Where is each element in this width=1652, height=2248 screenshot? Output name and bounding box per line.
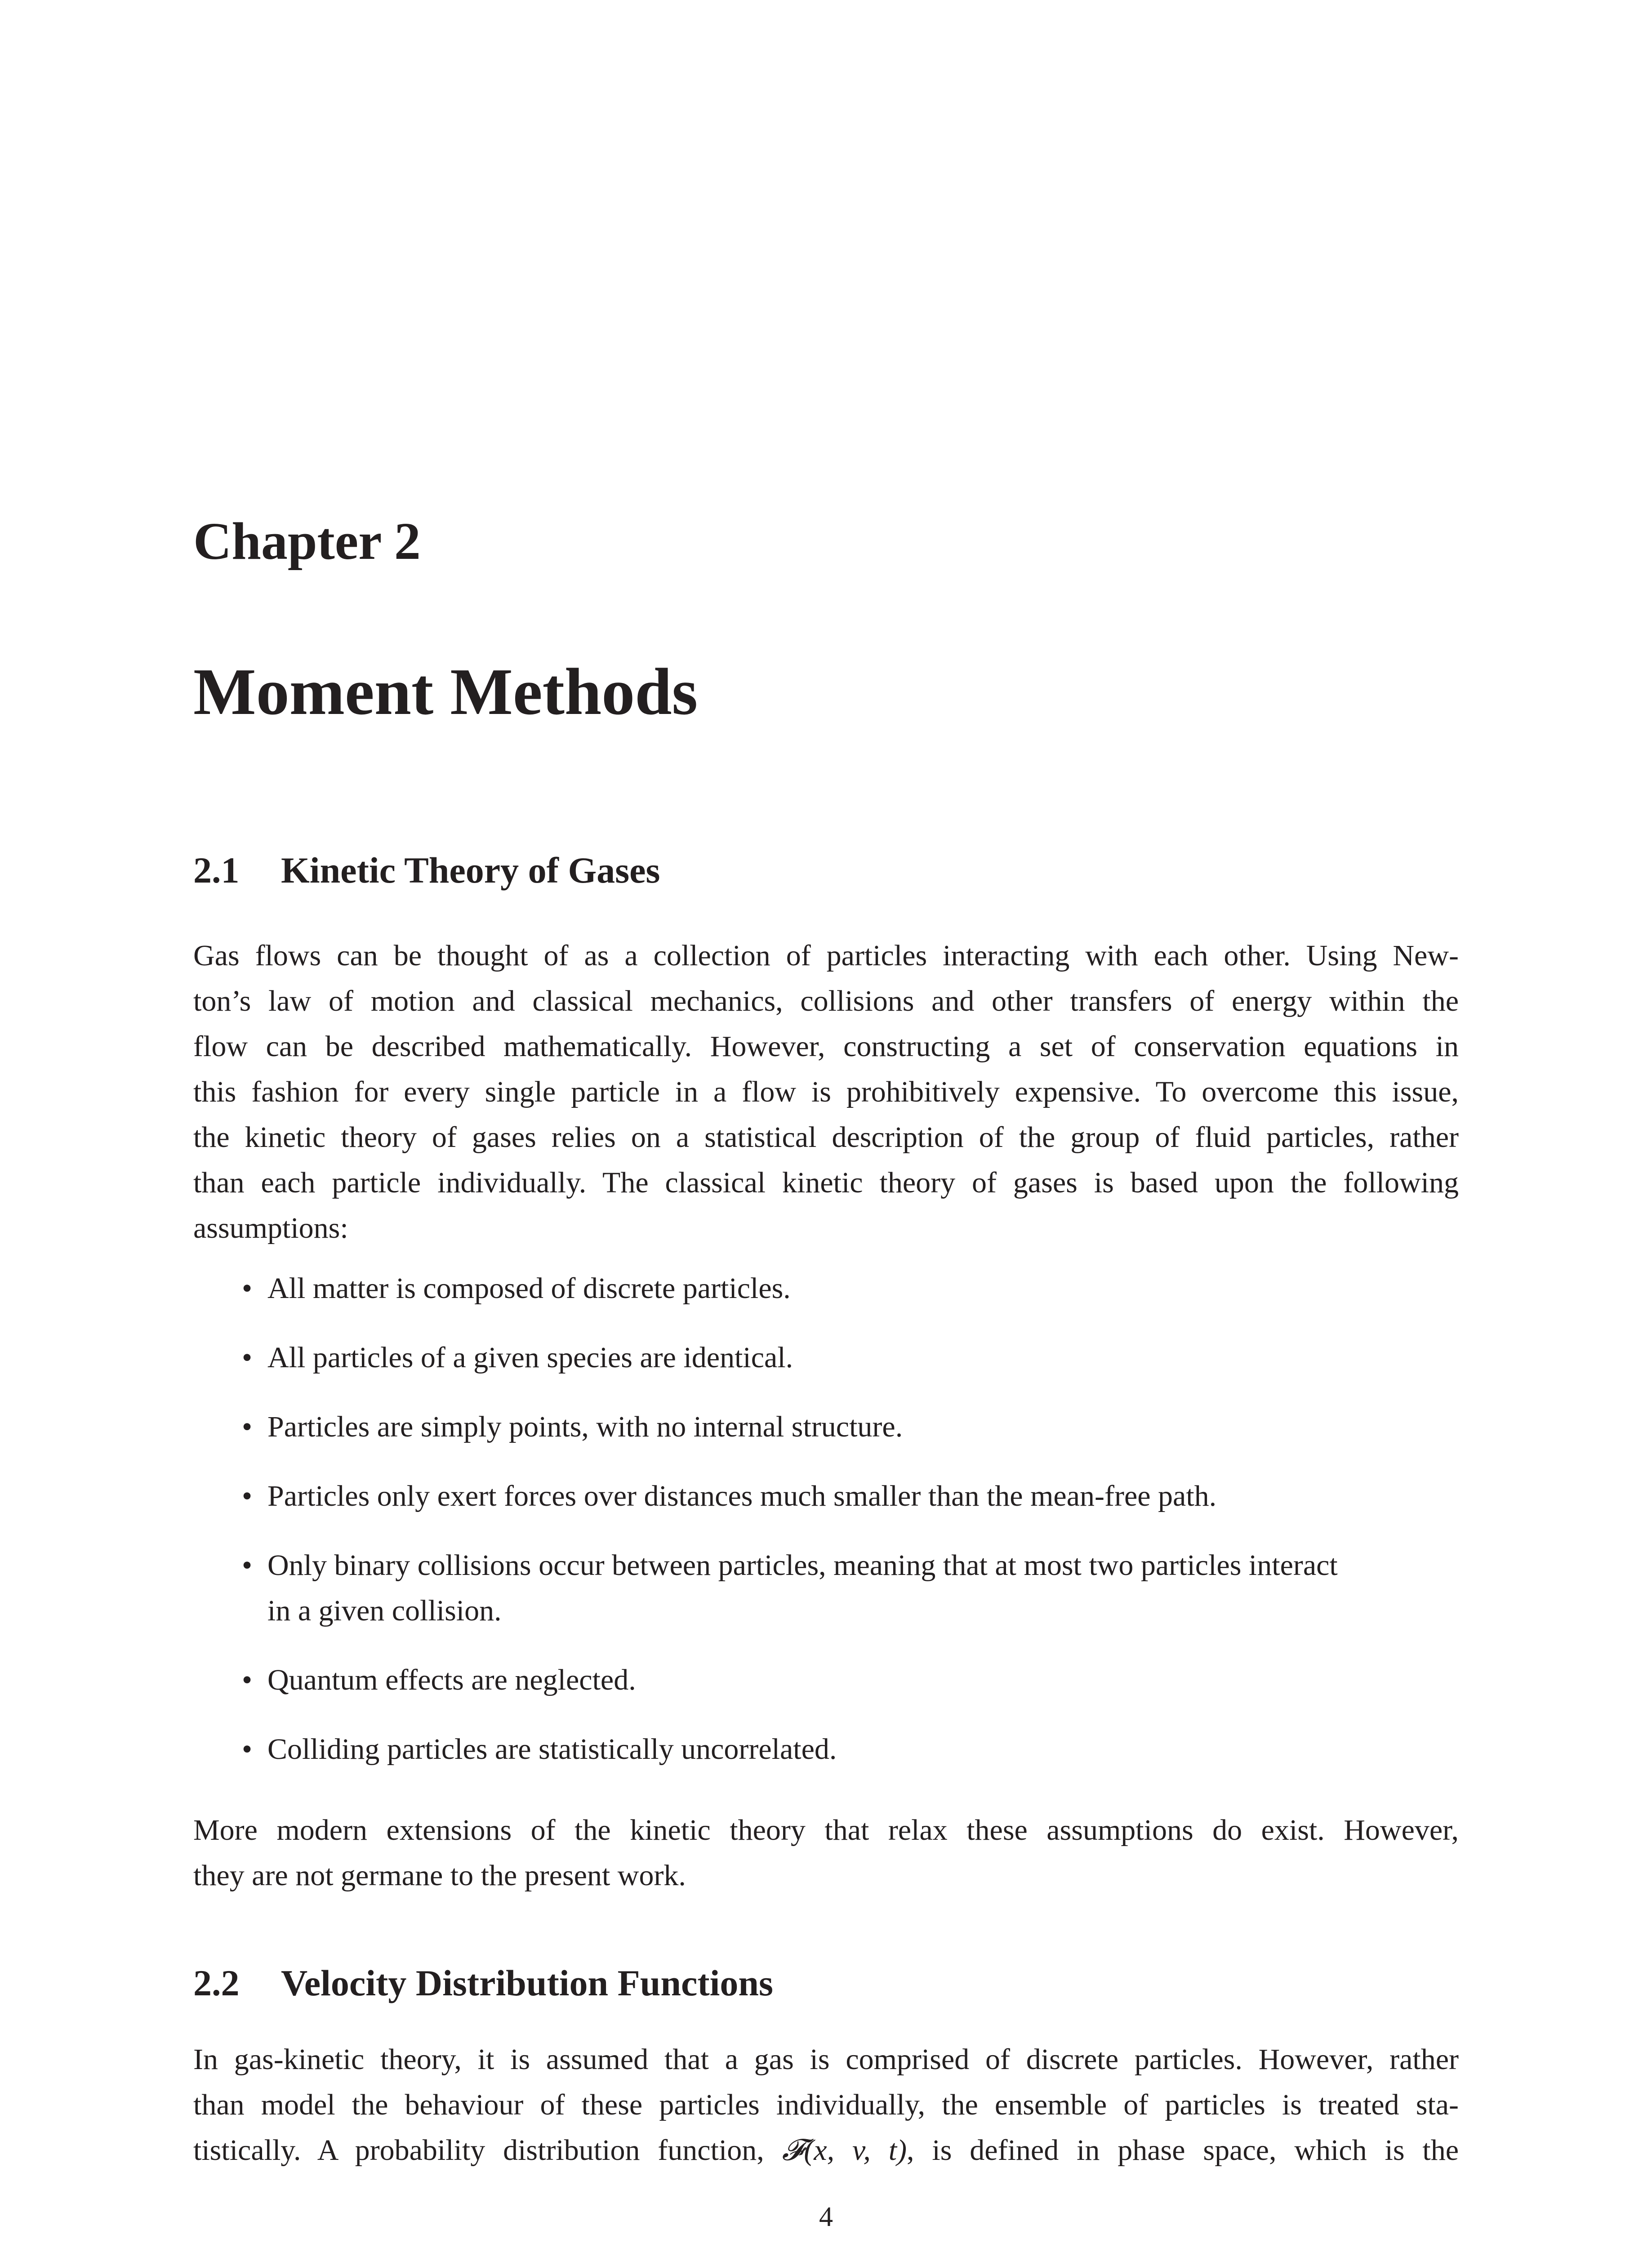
page-number: 4 (819, 2202, 833, 2232)
list-item (193, 1473, 1459, 1519)
assumptions-list (193, 1266, 1459, 1796)
section-heading-2-2 (193, 1965, 773, 2002)
section-heading-2-1 (193, 852, 660, 889)
list-item (193, 1543, 1459, 1633)
paragraph-line: the kinetic theory of gases relies on a statistical description of the group of fluid particles, rather (193, 1121, 1459, 1154)
paragraph-line: ton’s law of motion and classical mechanics, collisions and other transfers of energy within the (193, 985, 1459, 1017)
list-item-text: Particles are simply points, with no internal structure. (267, 1410, 903, 1443)
list-item-text: in a given collision. (267, 1594, 502, 1627)
section-2-2-paragraph (193, 2037, 1459, 2173)
bullet-icon: • (242, 1733, 253, 1766)
list-item (193, 1335, 1459, 1380)
section-title: Kinetic Theory of Gases (281, 850, 660, 891)
bullet-icon: • (242, 1664, 253, 1696)
paragraph-line: More modern extensions of the kinetic theory that relax these assumptions do exist. However, (193, 1814, 1459, 1847)
list-item (193, 1657, 1459, 1703)
paragraph-line: assumptions: (193, 1212, 348, 1244)
list-item-text: Particles only exert forces over distances much smaller than the mean-free path. (267, 1480, 1217, 1512)
paragraph-line: In gas-kinetic theory, it is assumed that a gas is comprised of discrete particles. However, rather (193, 2043, 1459, 2076)
paragraph-line: this fashion for every single particle in a flow is prohibitively expensive. To overcome this issue, (193, 1075, 1459, 1108)
paragraph-line: flow can be described mathematically. However, constructing a set of conservation equations in (193, 1030, 1459, 1063)
bullet-icon: • (242, 1410, 253, 1443)
list-item-text: Colliding particles are statistically uncorrelated. (267, 1733, 837, 1766)
section-title: Velocity Distribution Functions (281, 1963, 773, 2003)
paragraph-line: they are not germane to the present work. (193, 1859, 686, 1892)
list-item (193, 1726, 1459, 1772)
list-item-text: All particles of a given species are identical. (267, 1341, 793, 1374)
section-number: 2.1 (193, 850, 240, 891)
section-2-1-intro-paragraph (193, 933, 1459, 1251)
paragraph-line: Gas flows can be thought of as a collection of particles interacting with each other. Using New- (193, 939, 1459, 972)
section-2-1-closing-paragraph (193, 1807, 1459, 1898)
bullet-icon: • (242, 1341, 253, 1374)
paragraph-line (193, 2128, 1459, 2173)
paragraph-line: than model the behaviour of these particles individually, the ensemble of particles is treated sta- (193, 2088, 1459, 2121)
document-page (193, 0, 1459, 2248)
list-item-text: Only binary collisions occur between particles, meaning that at most two particles interact (267, 1549, 1338, 1582)
distribution-function-symbol: 𝓕(x, v, t) (782, 2134, 907, 2167)
text-fragment: , is defined in phase space, which is the (907, 2134, 1459, 2167)
text-fragment: tistically. A probability distribution function, (193, 2134, 782, 2167)
list-item-text: All matter is composed of discrete particles. (267, 1272, 791, 1305)
bullet-icon: • (242, 1549, 253, 1582)
section-number: 2.2 (193, 1963, 240, 2003)
chapter-title: Moment Methods (193, 655, 698, 729)
list-item (193, 1404, 1459, 1450)
bullet-icon: • (242, 1480, 253, 1512)
chapter-label: Chapter 2 (193, 512, 421, 571)
bullet-icon: • (242, 1272, 253, 1305)
list-item-text: Quantum effects are neglected. (267, 1664, 636, 1696)
paragraph-line: than each particle individually. The classical kinetic theory of gases is based upon the following (193, 1166, 1459, 1199)
list-item (193, 1266, 1459, 1311)
